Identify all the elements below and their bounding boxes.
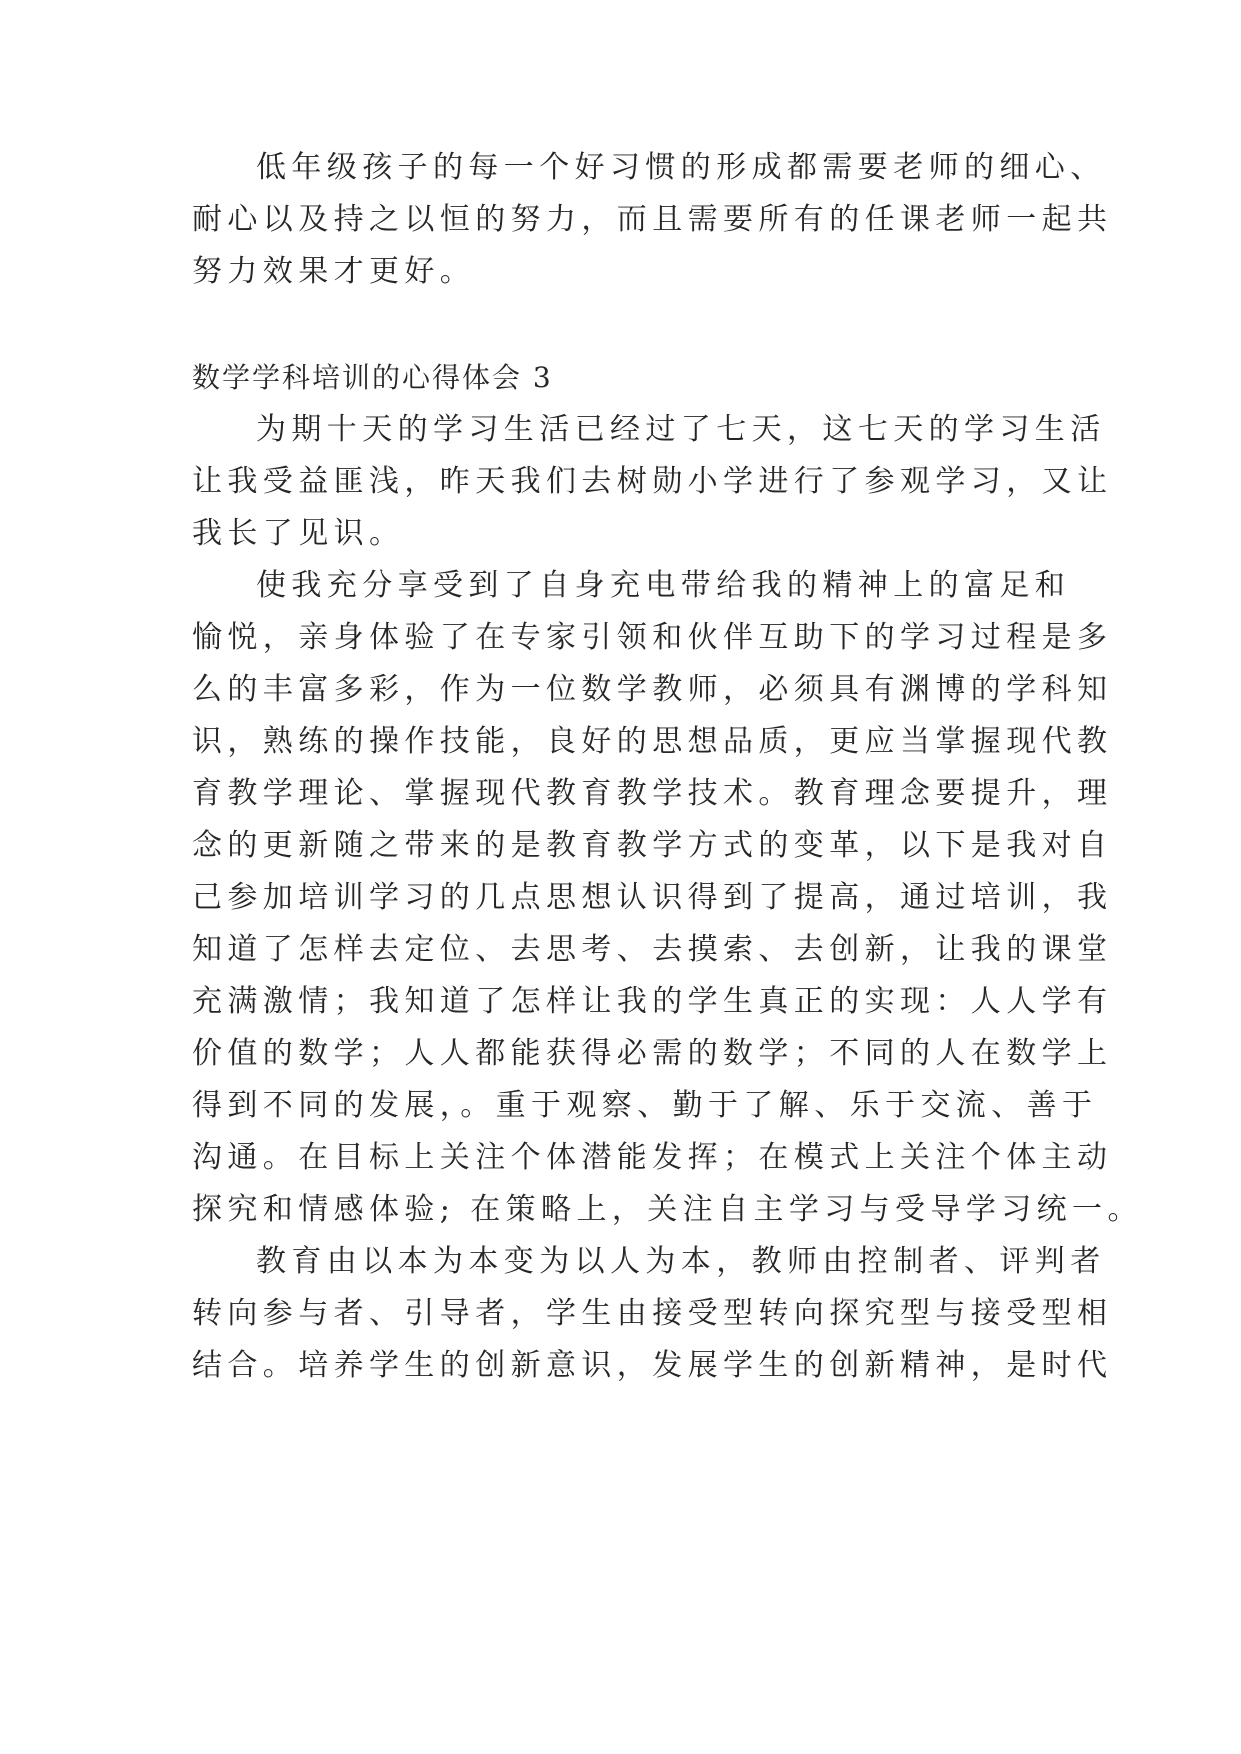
paragraph-2-line-1: 为期十天的学习生活已经过了七天，这七天的学习生活 [256, 412, 1106, 447]
paragraph-4-line-3: 结合。培养学生的创新意识，发展学生的创新精神，是时代 [192, 1348, 1113, 1383]
paragraph-3-line-11: 得到不同的发展，。重于观察、勤于了解、乐于交流、善于 [192, 1088, 1098, 1123]
paragraph-3-line-12: 沟通。在目标上关注个体潜能发挥；在模式上关注个体主动 [192, 1140, 1113, 1175]
paragraph-3-line-5: 育教学理论、掌握现代教育教学技术。教育理念要提升，理 [192, 776, 1113, 811]
paragraph-3-line-7: 己参加培训学习的几点思想认识得到了提高，通过培训，我 [192, 880, 1113, 915]
paragraph-3-line-2: 愉悦，亲身体验了在专家引领和伙伴互助下的学习过程是多 [192, 620, 1113, 655]
paragraph-3-line-9: 充满激情；我知道了怎样让我的学生真正的实现：人人学有 [192, 984, 1113, 1019]
paragraph-1-line-1: 低年级孩子的每一个好习惯的形成都需要老师的细心、 [256, 150, 1106, 185]
paragraph-2-line-3: 我长了见识。 [192, 516, 405, 551]
paragraph-1-line-2: 耐心以及持之以恒的努力，而且需要所有的任课老师一起共 [192, 202, 1113, 237]
paragraph-1-line-3: 努力效果才更好。 [192, 254, 476, 289]
paragraph-4-line-2: 转向参与者、引导者，学生由接受型转向探究型与接受型相 [192, 1296, 1113, 1331]
paragraph-3-line-6: 念的更新随之带来的是教育教学方式的变革，以下是我对自 [192, 828, 1113, 863]
paragraph-3-line-10: 价值的数学；人人都能获得必需的数学；不同的人在数学上 [192, 1036, 1113, 1071]
section-heading: 数学学科培训的心得体会 3 [192, 361, 553, 394]
paragraph-3-line-4: 识，熟练的操作技能，良好的思想品质，更应当掌握现代教 [192, 724, 1113, 759]
paragraph-3-line-1: 使我充分享受到了自身充电带给我的精神上的富足和 [256, 568, 1071, 603]
paragraph-4-line-1: 教育由以本为本变为以人为本，教师由控制者、评判者 [256, 1244, 1106, 1279]
paragraph-3-line-3: 么的丰富多彩，作为一位数学教师，必须具有渊博的学科知 [192, 672, 1113, 707]
paragraph-2-line-2: 让我受益匪浅，昨天我们去树勋小学进行了参观学习，又让 [192, 464, 1113, 499]
paragraph-3-line-8: 知道了怎样去定位、去思考、去摸索、去创新，让我的课堂 [192, 932, 1113, 967]
paragraph-3-line-13: 探究和情感体验; 在策略上，关注自主学习与受导学习统一。 [192, 1192, 1143, 1227]
